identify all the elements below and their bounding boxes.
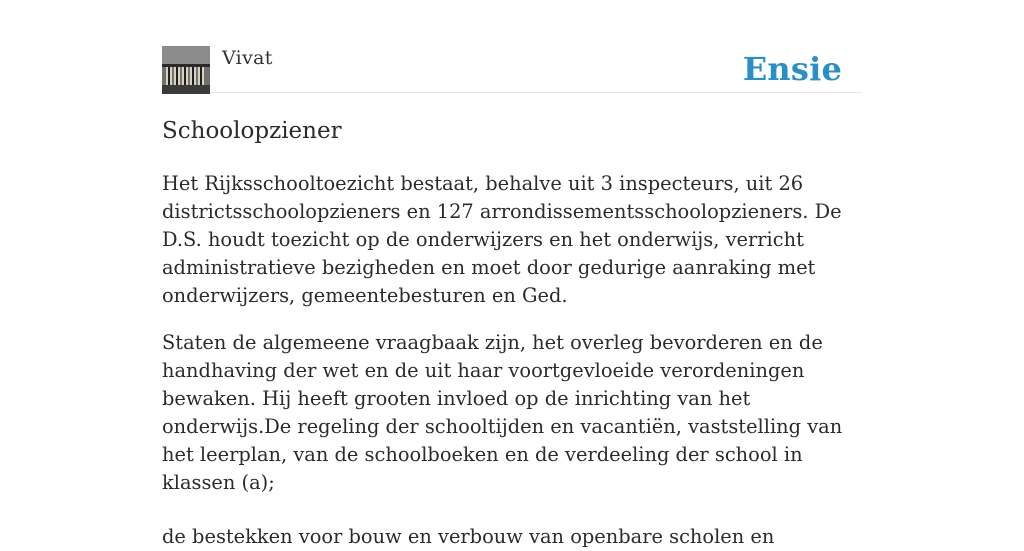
username[interactable]: Vivat <box>222 47 273 69</box>
page-title: Schoolopziener <box>162 118 342 144</box>
header <box>162 46 862 93</box>
avatar[interactable] <box>162 46 210 94</box>
paragraph-1: Het Rijksschooltoezicht bestaat, behalve uit 3 inspecteurs, uit 26 districtsschoolopzieners en 127 arrondissementsschoolopzieners. De D.S. houdt toezicht op de onderwijzers en het onderwijs, verricht administratieve bezigheden en moet door gedurige aanraking met onderwijzers, gemeentebesturen en Ged. <box>162 172 842 307</box>
brand-logo[interactable]: Ensie <box>742 50 842 88</box>
paragraph-2: Staten de algemeene vraagbaak zijn, het overleg bevorderen en de handhaving der wet en de uit haar voortgevloeide verordeningen bewaken. Hij heeft grooten invloed op de inrichting van het onderwijs.De regeling der schooltijden en vacantiën, vaststelling van het leerplan, van de schoolboeken en de verdeeling der school in klassen (a); <box>162 331 843 494</box>
bookshelf-icon <box>162 46 210 94</box>
paragraph-3: de bestekken voor bouw en verbouw van openbare scholen en <box>162 525 775 548</box>
page-container <box>162 46 862 551</box>
